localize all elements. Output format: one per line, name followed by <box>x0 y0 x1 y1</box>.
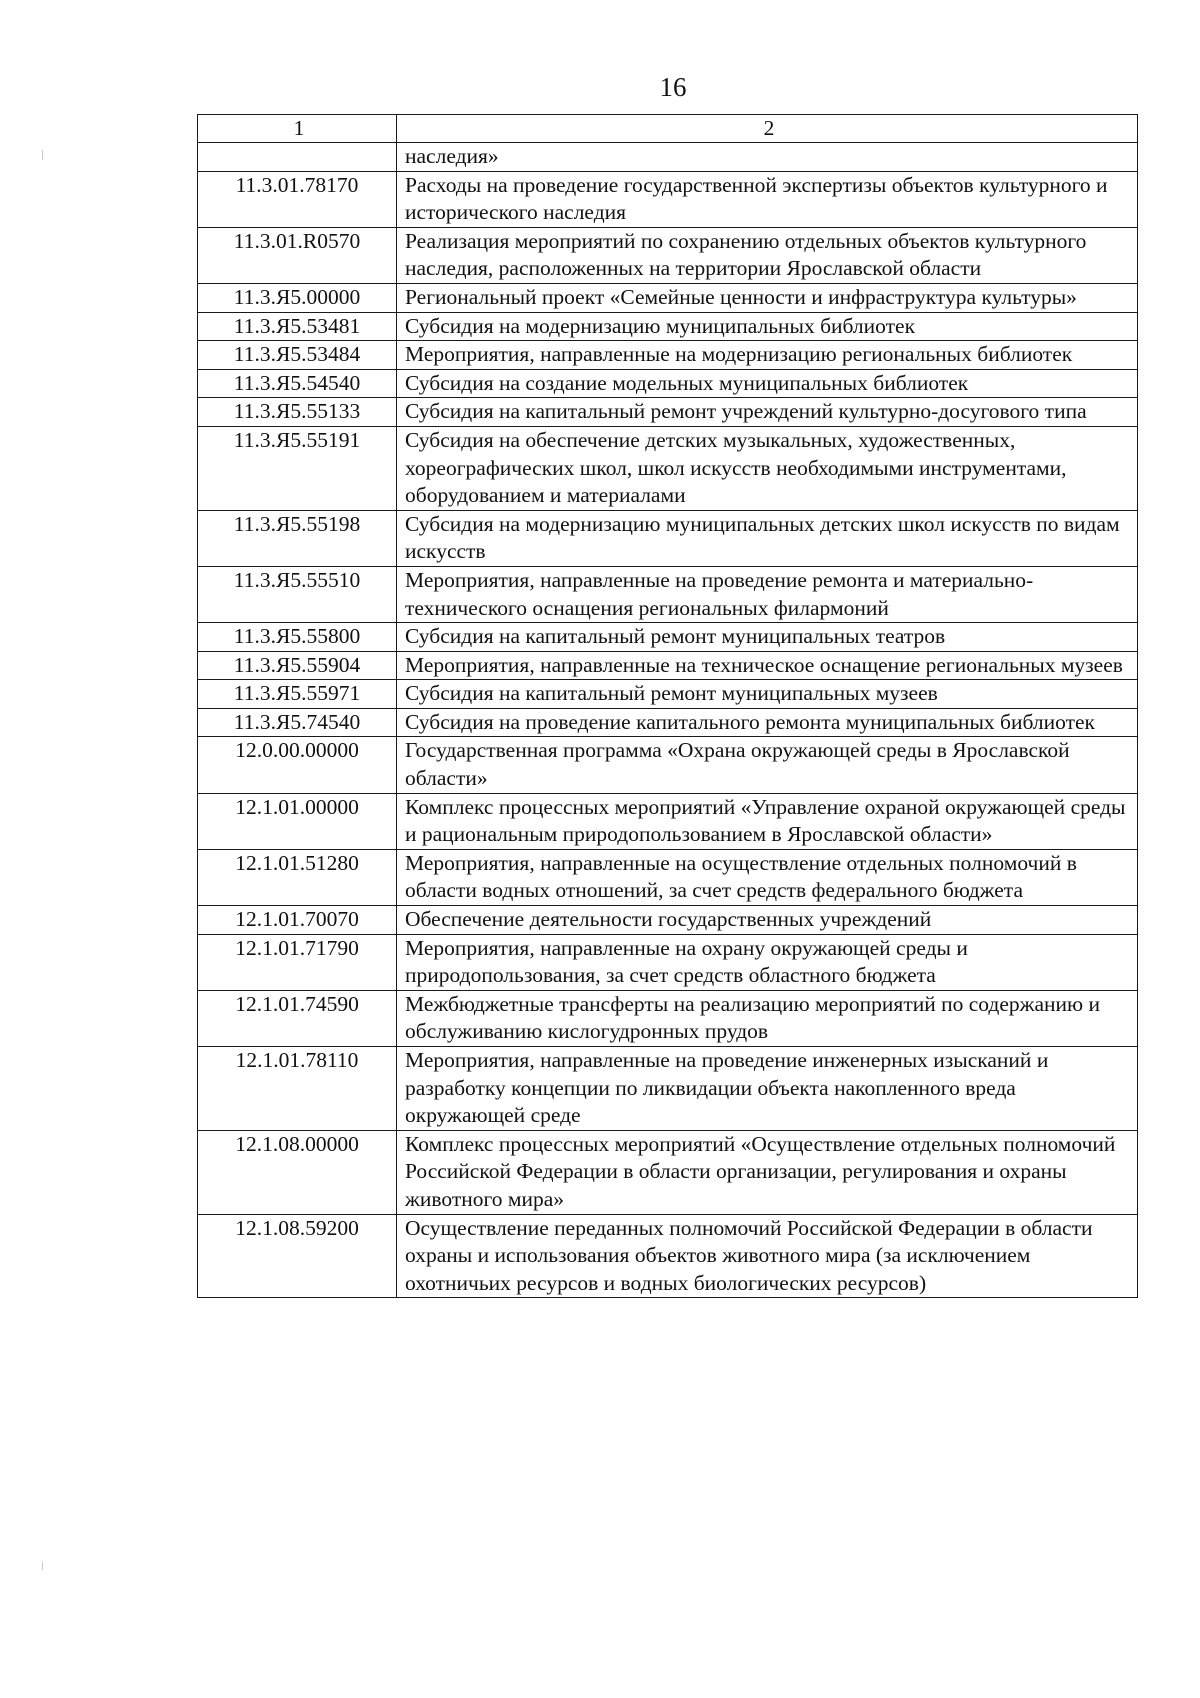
row-code: 12.1.01.74590 <box>198 990 397 1046</box>
row-code: 12.1.01.00000 <box>198 793 397 849</box>
table-row <box>198 341 1138 370</box>
row-name: Региональный проект «Семейные ценности и инфраструктура культуры» <box>397 283 1138 312</box>
row-name: Субсидия на капитальный ремонт муниципальных театров <box>397 623 1138 652</box>
table-row <box>198 426 1138 510</box>
row-name: Субсидия на модернизацию муниципальных детских школ искусств по видам искусств <box>397 510 1138 566</box>
row-code: 11.3.Я5.55191 <box>198 426 397 510</box>
row-code: 11.3.Я5.55510 <box>198 566 397 622</box>
row-code <box>198 143 397 172</box>
row-code: 12.1.01.71790 <box>198 934 397 990</box>
row-name: Субсидия на модернизацию муниципальных библиотек <box>397 312 1138 341</box>
table-row <box>198 906 1138 935</box>
table-row <box>198 990 1138 1046</box>
row-code: 12.1.01.78110 <box>198 1047 397 1131</box>
row-code: 11.3.Я5.53484 <box>198 341 397 370</box>
row-code: 11.3.Я5.00000 <box>198 283 397 312</box>
row-name: Субсидия на капитальный ремонт учреждений культурно-досугового типа <box>397 398 1138 427</box>
row-name: Комплекс процессных мероприятий «Управление охраной окружающей среды и рациональным природопользованием в Ярославской области» <box>397 793 1138 849</box>
row-name: Мероприятия, направленные на проведение инженерных изысканий и разработку концепции по ликвидации объекта накопленного вреда окружающей среде <box>397 1047 1138 1131</box>
row-name: Комплекс процессных мероприятий «Осуществление отдельных полномочий Российской Федерации в области организации, регулирования и охраны животного мира» <box>397 1130 1138 1214</box>
row-code: 11.3.01.78170 <box>198 171 397 227</box>
table-row <box>198 708 1138 737</box>
table-row <box>198 793 1138 849</box>
table-row <box>198 171 1138 227</box>
table-body <box>198 115 1138 1298</box>
row-name: Осуществление переданных полномочий Российской Федерации в области охраны и использования объектов животного мира (за исключением охотничьих ресурсов и водных биологических ресурсов) <box>397 1214 1138 1298</box>
table-row <box>198 227 1138 283</box>
table-row <box>198 737 1138 793</box>
row-name: Обеспечение деятельности государственных учреждений <box>397 906 1138 935</box>
row-name: Субсидия на капитальный ремонт муниципальных музеев <box>397 680 1138 709</box>
row-code: 12.0.00.00000 <box>198 737 397 793</box>
page-number: 16 <box>659 72 687 102</box>
column-header-name: 2 <box>397 115 1138 143</box>
scan-margin-mark <box>42 150 43 160</box>
table-row <box>198 1047 1138 1131</box>
row-code: 11.3.Я5.55198 <box>198 510 397 566</box>
row-code: 11.3.Я5.55800 <box>198 623 397 652</box>
row-code: 11.3.Я5.53481 <box>198 312 397 341</box>
row-code: 12.1.01.51280 <box>198 849 397 905</box>
row-code: 11.3.Я5.55971 <box>198 680 397 709</box>
row-name: Мероприятия, направленные на проведение ремонта и материально-технического оснащения региональных филармоний <box>397 566 1138 622</box>
row-code: 11.3.Я5.54540 <box>198 369 397 398</box>
row-code: 11.3.Я5.74540 <box>198 708 397 737</box>
row-code: 11.3.Я5.55904 <box>198 651 397 680</box>
table-row <box>198 312 1138 341</box>
table-row <box>198 651 1138 680</box>
row-name: наследия» <box>397 143 1138 172</box>
table-row <box>198 1130 1138 1214</box>
table-row <box>198 143 1138 172</box>
row-name: Субсидия на создание модельных муниципальных библиотек <box>397 369 1138 398</box>
table-row <box>198 623 1138 652</box>
table-row <box>198 510 1138 566</box>
table-row <box>198 1214 1138 1298</box>
row-name: Мероприятия, направленные на осуществление отдельных полномочий в области водных отношений, за счет средств федерального бюджета <box>397 849 1138 905</box>
column-header-code: 1 <box>198 115 397 143</box>
budget-classification-table <box>197 114 1138 1298</box>
row-name: Государственная программа «Охрана окружающей среды в Ярославской области» <box>397 737 1138 793</box>
row-name: Расходы на проведение государственной экспертизы объектов культурного и исторического наследия <box>397 171 1138 227</box>
row-code: 12.1.08.00000 <box>198 1130 397 1214</box>
table-header-row <box>198 115 1138 143</box>
row-name: Мероприятия, направленные на охрану окружающей среды и природопользования, за счет средств областного бюджета <box>397 934 1138 990</box>
row-code: 12.1.08.59200 <box>198 1214 397 1298</box>
row-name: Мероприятия, направленные на техническое оснащение региональных музеев <box>397 651 1138 680</box>
row-code: 12.1.01.70070 <box>198 906 397 935</box>
table-row <box>198 849 1138 905</box>
table-row <box>198 680 1138 709</box>
row-name: Субсидия на проведение капитального ремонта муниципальных библиотек <box>397 708 1138 737</box>
row-name: Мероприятия, направленные на модернизацию региональных библиотек <box>397 341 1138 370</box>
row-name: Субсидия на обеспечение детских музыкальных, художественных, хореографических школ, школ искусств необходимыми инструментами, оборудованием и материалами <box>397 426 1138 510</box>
row-code: 11.3.Я5.55133 <box>198 398 397 427</box>
scan-margin-mark <box>42 1562 43 1570</box>
row-code: 11.3.01.R0570 <box>198 227 397 283</box>
row-name: Межбюджетные трансферты на реализацию мероприятий по содержанию и обслуживанию кислогудронных прудов <box>397 990 1138 1046</box>
table-row <box>198 283 1138 312</box>
table-row <box>198 398 1138 427</box>
row-name: Реализация мероприятий по сохранению отдельных объектов культурного наследия, расположенных на территории Ярославской области <box>397 227 1138 283</box>
table-row <box>198 934 1138 990</box>
table-row <box>198 369 1138 398</box>
table-row <box>198 566 1138 622</box>
